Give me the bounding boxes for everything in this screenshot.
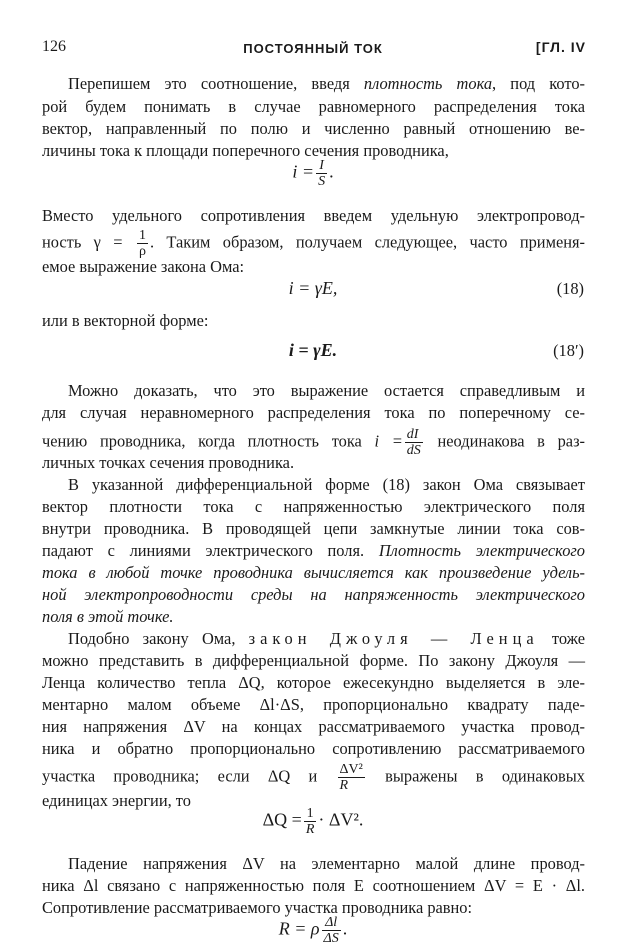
- formula-joule-lenz: ΔQ = $\frac{1}{R}$ · ΔV².: [262, 806, 364, 837]
- text-line: Сопротивление рассматриваемого участка проводника равно:: [42, 898, 473, 917]
- text-line: участка проводника; если ΔQ и $\frac{\text{ΔV²}}{R}$ выражены в одинаковых: [42, 762, 585, 793]
- text-line: ментарно малом объеме Δl·ΔS, пропорционально квадрату паде-: [42, 695, 585, 714]
- text-line: Падение напряжения ΔV на элементарно малой длине провод-: [68, 854, 585, 873]
- page-number: 126: [42, 38, 66, 55]
- text-line: Ленца количество тепла ΔQ, которое ежесекундно выделяется в эле-: [42, 673, 585, 692]
- chapter-label: [ГЛ. IV: [535, 39, 586, 55]
- text-line: емое выражение закона Ома:: [42, 257, 245, 276]
- text-line: можно представить в дифференциальной форме. По закону Джоуля —: [42, 651, 585, 670]
- text-line: Подобно закону Ома, закон Джоуля — Ленца тоже: [68, 629, 585, 648]
- text-line: тока в любой точке проводника вычисляется как произведение удель-: [42, 563, 585, 582]
- text-line: вектор, направленный по полю и численно равный отношению ве-: [42, 119, 585, 138]
- text-line: рой будем понимать в случае равномерного распределения тока: [42, 97, 585, 116]
- text-line: ной электропроводности среды на напряженность электрического: [42, 585, 585, 604]
- text-line: для случая неравномерного распределения тока по поперечному се-: [42, 403, 585, 422]
- text-line: Вместо удельного сопротивления введем удельную электропровод-: [42, 206, 585, 225]
- text-line: единицах энергии, то: [42, 791, 191, 810]
- text-line: чению проводника, когда плотность тока i = $\frac{dI}{dS}$ неодинакова в раз-: [42, 427, 585, 458]
- text-line: В указанной дифференциальной форме (18) закон Ома связывает: [68, 475, 585, 494]
- text-line: или в векторной форме:: [42, 311, 209, 330]
- text-line: ния напряжения ΔV на концах рассматриваемого участка провод-: [42, 717, 585, 736]
- formula-ohm-law-vector: i = γE.: [288, 340, 338, 360]
- text-line: ника Δl связано с напряженностью поля E соотношением ΔV = E · Δl.: [42, 876, 585, 895]
- text-line: Можно доказать, что это выражение остается справедливым и: [68, 381, 585, 400]
- text-line: падают с линиями электрического поля. Плотность электрического: [42, 541, 585, 560]
- text-line: внутри проводника. В проводящей цепи замкнутые линии тока сов-: [42, 519, 585, 538]
- running-title: ПОСТОЯННЫЙ ТОК: [243, 41, 383, 56]
- text-line: ника и обратно пропорционально сопротивлению рассматриваемого: [42, 739, 585, 758]
- text-line: личных точках сечения проводника.: [42, 453, 295, 472]
- text-line: поля в этой точке.: [42, 607, 174, 626]
- formula-resistance: R = ρ $\frac{\Delta l}{\Delta S}$ .: [278, 915, 348, 946]
- text-line: Перепишем это соотношение, введя плотность тока, под кото-: [68, 74, 586, 93]
- formula-ohm-law: i = γE,: [288, 278, 338, 298]
- formula-current-density: i = $\frac{I}{S}$ .: [292, 158, 334, 189]
- equation-number: (18): [556, 279, 584, 298]
- text-line: личины тока к площади поперечного сечения проводника,: [42, 141, 449, 160]
- equation-number: (18′): [553, 341, 584, 360]
- text-line: вектор плотности тока с напряженностью электрического поля: [42, 497, 585, 516]
- text-line: ность γ = $\frac{1}{\rho}$ . Таким образом, получаем следующее, часто применя-: [42, 228, 585, 259]
